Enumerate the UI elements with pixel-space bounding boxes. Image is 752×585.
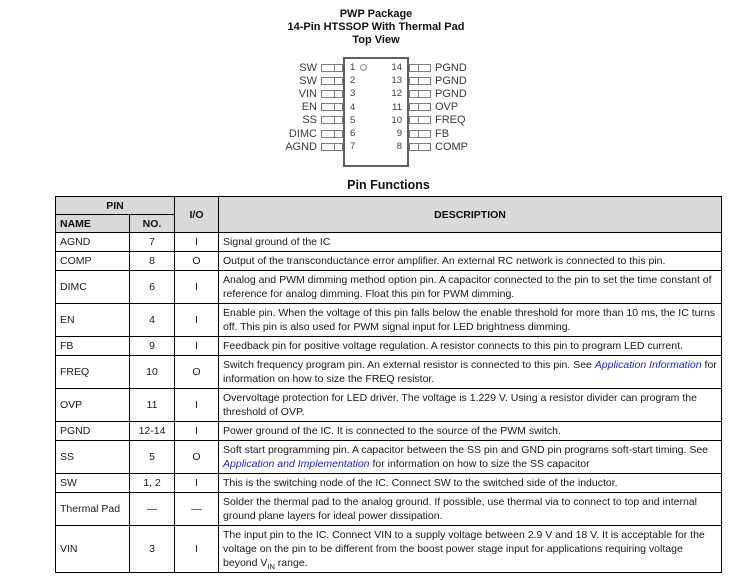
pin-io-cell: I bbox=[175, 304, 219, 337]
pin-io-cell: I bbox=[175, 271, 219, 304]
pin-name-cell: SS bbox=[56, 441, 130, 474]
pin-io-cell: I bbox=[175, 526, 219, 573]
pin-number: 5 bbox=[350, 114, 356, 126]
pin-name-cell: FB bbox=[56, 337, 130, 356]
pin-row bbox=[409, 101, 481, 114]
pin-pad bbox=[409, 130, 431, 138]
table-row bbox=[56, 526, 722, 573]
pin-row bbox=[409, 127, 481, 140]
pin-label: PGND bbox=[435, 61, 467, 74]
pin-no-cell: 8 bbox=[130, 252, 175, 271]
pin-desc-cell: Signal ground of the IC bbox=[219, 233, 722, 252]
pin-io-cell: I bbox=[175, 422, 219, 441]
pin-desc-cell: Enable pin. When the voltage of this pin falls below the enable threshold for more than 10 ms, the IC turns off. This pin is also used for PWM signal input for LED brightness dimming. bbox=[219, 304, 722, 337]
pin-number: 9 bbox=[396, 128, 402, 140]
pin-label: SS bbox=[302, 114, 317, 127]
pin-io-cell: O bbox=[175, 252, 219, 271]
pin-label: OVP bbox=[435, 101, 459, 114]
pin-name-cell: SW bbox=[56, 474, 130, 493]
pin-pad bbox=[409, 90, 431, 98]
pin-label: PGND bbox=[435, 87, 467, 100]
pin-number: 10 bbox=[391, 114, 402, 126]
pin-row bbox=[409, 61, 481, 74]
pin-name-cell: Thermal Pad bbox=[56, 493, 130, 526]
header-io: I/O bbox=[175, 197, 219, 233]
package-title-line: 14-Pin HTSSOP With Thermal Pad bbox=[287, 21, 465, 33]
pin-label: PGND bbox=[435, 74, 467, 87]
pin-number: 12 bbox=[391, 88, 402, 100]
pin-row bbox=[271, 61, 343, 74]
pin-no-cell: 3 bbox=[130, 526, 175, 573]
pin-pad bbox=[321, 130, 343, 138]
package-title-line: PWP Package bbox=[339, 8, 413, 20]
pin-row bbox=[271, 114, 343, 127]
pin-io-cell: O bbox=[175, 356, 219, 389]
pin-number: 6 bbox=[350, 128, 356, 140]
pin-number: 13 bbox=[391, 75, 402, 87]
pin-pad bbox=[409, 103, 431, 111]
header-no: NO. bbox=[130, 215, 175, 233]
pin-number: 7 bbox=[350, 141, 356, 153]
pin-pad bbox=[409, 143, 431, 151]
pin-row bbox=[271, 127, 343, 140]
subscript-text: IN bbox=[267, 562, 275, 572]
pin-desc-cell: The input pin to the IC. Connect VIN to a supply voltage between 2.9 V and 18 V. It is acceptable for the voltage on the pin to be different from the boost power stage input for applications requiring voltage beyond $V_{IN}$ range. bbox=[219, 526, 722, 573]
pin-io-cell: I bbox=[175, 389, 219, 422]
package-title bbox=[0, 8, 752, 47]
pin-pad bbox=[321, 77, 343, 85]
table-row bbox=[56, 337, 722, 356]
pin-no-cell: 11 bbox=[130, 389, 175, 422]
left-pin-column bbox=[271, 61, 343, 153]
pin-name-cell: VIN bbox=[56, 526, 130, 573]
pin-table bbox=[55, 196, 722, 573]
pin-no-cell: 9 bbox=[130, 337, 175, 356]
pin-label: DIMC bbox=[288, 127, 317, 140]
table-row bbox=[56, 252, 722, 271]
pin-io-cell: O bbox=[175, 441, 219, 474]
pin-label: COMP bbox=[435, 140, 468, 153]
application-link[interactable]: Application and Implementation bbox=[223, 458, 370, 470]
pin-row bbox=[409, 140, 481, 153]
package-title-line: Top View bbox=[352, 34, 400, 46]
pin-io-cell: I bbox=[175, 474, 219, 493]
table-row bbox=[56, 356, 722, 389]
pin-desc-cell: Feedback pin for positive voltage regulation. A resistor connects to this pin to program LED current. bbox=[219, 337, 722, 356]
pin-label: AGND bbox=[285, 140, 317, 153]
pin-name-cell: OVP bbox=[56, 389, 130, 422]
pin-name-cell: COMP bbox=[56, 252, 130, 271]
pin-row bbox=[271, 101, 343, 114]
pin-label: FREQ bbox=[435, 114, 466, 127]
pin-no-cell: 1, 2 bbox=[130, 474, 175, 493]
table-row bbox=[56, 474, 722, 493]
pin-desc-cell: Switch frequency program pin. An external resistor is connected to this pin. See Application Information for information on how to size the FREQ resistor. bbox=[219, 356, 722, 389]
table-row bbox=[56, 493, 722, 526]
pin-desc-cell: Solder the thermal pad to the analog ground. If possible, use thermal via to connect to top and internal ground plane layers for ideal power dissipation. bbox=[219, 493, 722, 526]
header-pin-group: PIN bbox=[56, 197, 175, 215]
pin-label: VIN bbox=[298, 87, 317, 100]
pin-number: 4 bbox=[350, 101, 356, 113]
ic-body bbox=[343, 57, 409, 167]
pin-io-cell: I bbox=[175, 337, 219, 356]
pin-number: 1 bbox=[350, 61, 367, 74]
header-name: NAME bbox=[56, 215, 130, 233]
pin-name-cell: AGND bbox=[56, 233, 130, 252]
pin-io-cell: I bbox=[175, 233, 219, 252]
table-row bbox=[56, 422, 722, 441]
pin-desc-cell: Soft start programming pin. A capacitor between the SS pin and GND pin programs soft-start timing. See Application and Implementation for information on how to size the SS capacitor bbox=[219, 441, 722, 474]
pin-number: 11 bbox=[392, 101, 402, 113]
pin-no-cell: 5 bbox=[130, 441, 175, 474]
pin-no-cell: 7 bbox=[130, 233, 175, 252]
pin-label: SW bbox=[299, 61, 317, 74]
pin-pad bbox=[409, 77, 431, 85]
application-link[interactable]: Application Information bbox=[594, 359, 702, 371]
right-pin-numbers bbox=[391, 61, 402, 153]
pin-io-cell: — bbox=[175, 493, 219, 526]
pin-row bbox=[271, 74, 343, 87]
table-row bbox=[56, 441, 722, 474]
pin-number: 3 bbox=[350, 88, 356, 100]
pin-pad bbox=[321, 103, 343, 111]
pin-row bbox=[271, 87, 343, 100]
pin-label: FB bbox=[435, 127, 450, 140]
pin-number: 14 bbox=[391, 62, 402, 74]
pin-desc-cell: Analog and PWM dimming method option pin. A capacitor connected to the pin to set the time constant of reference for analog dimming. Float this pin for PWM dimming. bbox=[219, 271, 722, 304]
right-pin-column bbox=[409, 61, 481, 153]
pin-name-cell: FREQ bbox=[56, 356, 130, 389]
pin-no-cell: 4 bbox=[130, 304, 175, 337]
table-row bbox=[56, 233, 722, 252]
table-row bbox=[56, 271, 722, 304]
pin-row bbox=[271, 140, 343, 153]
table-row bbox=[56, 304, 722, 337]
pin-desc-cell: This is the switching node of the IC. Connect SW to the switched side of the inductor. bbox=[219, 474, 722, 493]
left-pin-numbers bbox=[350, 61, 367, 153]
pin-row bbox=[409, 74, 481, 87]
pin-number: 8 bbox=[396, 141, 402, 153]
pin-no-cell: — bbox=[130, 493, 175, 526]
pin-desc-cell: Power ground of the IC. It is connected to the source of the PWM switch. bbox=[219, 422, 722, 441]
package-diagram bbox=[0, 57, 752, 167]
pin-functions-title: Pin Functions bbox=[347, 178, 430, 192]
pin-pad bbox=[409, 116, 431, 124]
pin-no-cell: 10 bbox=[130, 356, 175, 389]
pin-pad bbox=[321, 64, 343, 72]
pin-desc-cell: Overvoltage protection for LED driver. The voltage is 1.229 V. Using a resistor divider can program the threshold of OVP. bbox=[219, 389, 722, 422]
pin-pad bbox=[321, 90, 343, 98]
pin-no-cell: 12-14 bbox=[130, 422, 175, 441]
pin-name-cell: EN bbox=[56, 304, 130, 337]
pin-label: SW bbox=[299, 74, 317, 87]
table-row bbox=[56, 389, 722, 422]
pin-pad bbox=[321, 116, 343, 124]
pin-table-body bbox=[56, 233, 722, 573]
pin1-indicator-circle bbox=[360, 64, 367, 71]
header-description: DESCRIPTION bbox=[219, 197, 722, 233]
pin-no-cell: 6 bbox=[130, 271, 175, 304]
pin-pad bbox=[321, 143, 343, 151]
pin-row bbox=[409, 114, 481, 127]
pin-desc-cell: Output of the transconductance error amplifier. An external RC network is connected to this pin. bbox=[219, 252, 722, 271]
pin-row bbox=[409, 87, 481, 100]
pin-label: EN bbox=[301, 101, 317, 114]
pin-pad bbox=[409, 64, 431, 72]
pin-name-cell: DIMC bbox=[56, 271, 130, 304]
pin-name-cell: PGND bbox=[56, 422, 130, 441]
pin-number: 2 bbox=[350, 75, 356, 87]
